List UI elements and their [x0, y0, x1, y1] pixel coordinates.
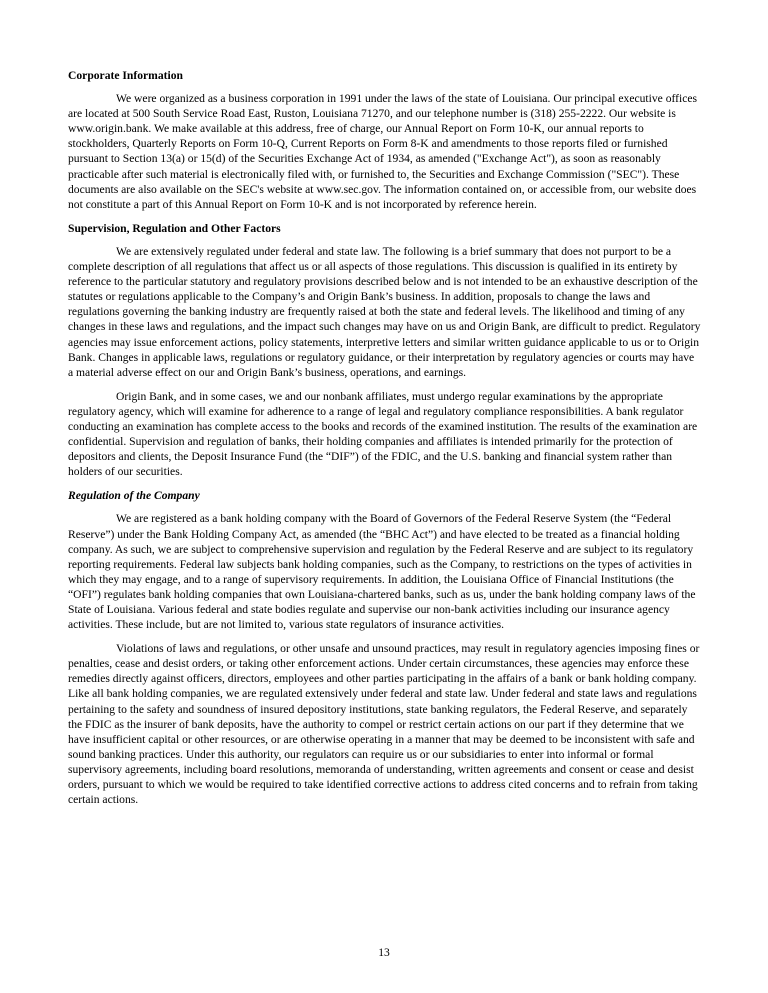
document-page [68, 68, 701, 816]
page-number: 13 [378, 946, 390, 959]
paragraph: We are registered as a bank holding company with the Board of Governors of the Federal Reserve System (the “Federal Reserve”) under the Bank Holding Company Act, as amended (the “BHC Act”) and have elected to be treated as a financial holding company. As such, we are subject to comprehensive supervision and regulation by the Federal Reserve and are subject to its regulatory reporting requirements. Federal law subjects bank holding companies, such as the Company, to restrictions on the types of activities in which they may engage, and to a range of supervisory requirements. In addition, the Louisiana Office of Financial Institutions (the “OFI”) regulates bank holding companies that own Louisiana-chartered banks, such as us, under the bank holding company laws of the State of Louisiana. Various federal and state bodies regulate and supervise our non-bank activities including our insurance agency activities. These include, but are not limited to, various state regulators of insurance activities. [68, 512, 696, 632]
paragraph: We were organized as a business corporation in 1991 under the laws of the state of Louisiana. Our principal executive offices are located at 500 South Service Road East, Ruston, Louisiana 71270, and our telephone number is (318) 255-2222. Our website is www.origin.bank. We make available at this address, free of charge, our Annual Report on Form 10-K, our annual reports to stockholders, Quarterly Reports on Form 10-Q, Current Reports on Form 8-K and amendments to those reports filed or furnished pursuant to Section 13(a) or 15(d) of the Securities Exchange Act of 1934, as amended ("Exchange Act"), as soon as reasonably practicable after such material is electronically filed with, or furnished to, the Securities and Exchange Commission ("SEC"). These documents are also available on the SEC's website at www.sec.gov. The information contained on, or accessible from, our website does not constitute a part of this Annual Report on Form 10-K and is not incorporated by reference herein. [68, 92, 698, 211]
section-heading-supervision-regulation: Supervision, Regulation and Other Factors [68, 221, 281, 235]
paragraph: Violations of laws and regulations, or other unsafe and unsound practices, may result in regulatory agencies imposing fines or penalties, cease and desist orders, or taking other enforcement actions. Under certain circumstances, these agencies may enforce these remedies directly against officers, directors, employees and other parties participating in the affairs of a bank or bank holding company. Like all bank holding companies, we are regulated extensively under federal and state law. Under federal and state laws and regulations pertaining to the safety and soundness of insured depository institutions, state banking regulators, the Federal Reserve, and separately the FDIC as the insurer of bank deposits, have the authority to compel or restrict certain actions on our part if they determine that we have insufficient capital or other resources, or are otherwise operating in a manner that may be deemed to be inconsistent with safe and sound banking practices. Under this authority, our regulators can require us or our subsidiaries to enter into informal or formal supervisory agreements, including board resolutions, memoranda of understanding, written agreements and consent or cease and desist orders, pursuant to which we would be required to take identified corrective actions to address cited concerns and to refrain from taking certain actions. [68, 642, 700, 807]
section-heading-corporate-information: Corporate Information [68, 69, 183, 82]
paragraph: We are extensively regulated under federal and state law. The following is a brief summary that does not purport to be a complete description of all regulations that affect us or all aspects of those regulations. This discussion is qualified in its entirety by reference to the particular statutory and regulatory provisions described below and is not intended to be an exhaustive description of the statutes or regulations applicable to the Company’s and Origin Bank’s business. In addition, proposals to change the laws and regulations governing the banking industry are frequently raised at both the state and federal levels. The likelihood and timing of any changes in these laws and regulations, and the impact such changes may have on us and Origin Bank, are difficult to predict. Regulatory agencies may issue enforcement actions, policy statements, interpretive letters and similar written guidance applicable to us or to Origin Bank. Changes in applicable laws, regulations or regulatory guidance, or their interpretation by regulatory agencies or courts may have a material adverse effect on our and Origin Bank’s business, operations, and earnings. [68, 244, 701, 379]
section-heading-regulation-of-company: Regulation of the Company [68, 489, 200, 503]
paragraph: Origin Bank, and in some cases, we and our nonbank affiliates, must undergo regular examinations by the appropriate regulatory agency, which will examine for adherence to a range of legal and regulatory compliance responsibilities. A bank regulator conducting an examination has complete access to the books and records of the examined institution. The results of the examination are confidential. Supervision and regulation of banks, their holding companies and affiliates is intended primarily for the protection of depositors and clients, the Deposit Insurance Fund (the “DIF”) of the FDIC, and the U.S. banking and financial system rather than holders of our securities. [68, 389, 698, 479]
